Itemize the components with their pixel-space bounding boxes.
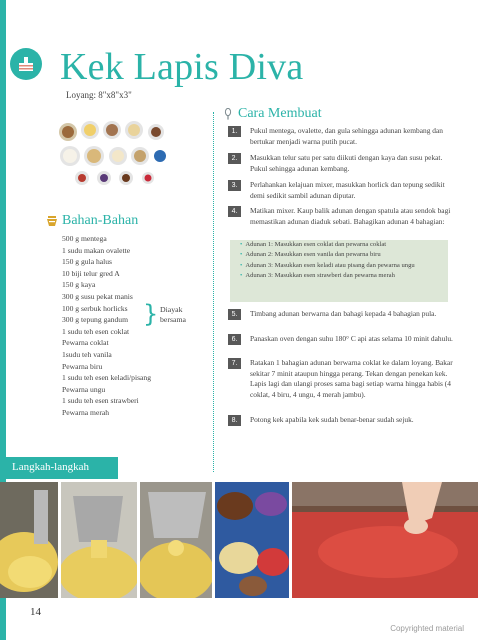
steps-section-band (0, 457, 118, 479)
method-step (228, 309, 454, 320)
bullet-icon: • (240, 241, 243, 248)
list-item: 1 sudu teh esen keladi/pisang (62, 373, 151, 383)
list-item: Pewarna ungu (62, 384, 106, 394)
dotted-divider (213, 112, 214, 472)
list-item: 1 sudu makan ovalette (62, 245, 131, 255)
step-text: Ratakan 1 bahagian adunan berwarna coklat ke dalam loyang. Bakar sekitar 7 minit ataupun hingga perang. Tekan dengan penekan kek. Lapis lagi dan ulangi proses sama bagi setiap warna hingga habis (4 coklat, 4 biru, 4 ungu, 4 merah jambu). (250, 358, 453, 399)
method-step (228, 206, 454, 227)
bullet-icon: • (240, 261, 243, 269)
step-text: Pukul mentega, ovalette, dan gula sehingga adunan kembang dan bertukar menjadi warna putih pucat. (250, 126, 443, 146)
copyright-notice: Copyrighted material (390, 624, 464, 633)
step-photo (61, 482, 137, 598)
step-photo (140, 482, 212, 598)
step-text: Panaskan oven dengan suhu 180° C api atas selama 10 minit dahulu. (250, 334, 453, 343)
list-item: 1 sudu teh esen coklat (62, 326, 130, 336)
step-text: Potong kek apabila kek sudah benar-benar sudah sejuk. (250, 415, 414, 424)
step-text: Perlahankan kelajuan mixer, masukkan horlick dan tepung sedikit demi sedikit sambil adunan diputar. (250, 180, 445, 200)
step-number: 2. (228, 153, 241, 164)
sift-note-line: Diayak (160, 305, 183, 314)
method-step (228, 126, 454, 147)
ingredients-photo (52, 118, 168, 190)
mixing-bowl-icon (46, 215, 58, 227)
portion-text: Adunan 3: Masukkan esen keladi atau pisang dan pewarna ungu (245, 261, 415, 269)
pan-size: Loyang: 8"x8"x3" (66, 90, 132, 100)
ingredients-heading-label: Bahan-Bahan (62, 213, 139, 228)
step-text: Masukkan telur satu per satu diikuti dengan kaya dan susu pekat. Pukul sehingga adunan kembang. (250, 153, 443, 173)
list-item (230, 240, 448, 250)
method-heading (222, 106, 322, 122)
step-number: 8. (228, 415, 241, 426)
method-step (228, 358, 454, 400)
page-title: Kek Lapis Diva (60, 46, 304, 88)
method-step (228, 415, 454, 426)
list-item: Pewarna biru (62, 361, 103, 371)
list-item: 150 g kaya (62, 280, 96, 290)
list-item: 300 g tepung gandum (62, 315, 129, 325)
bullet-icon: • (240, 272, 243, 280)
step-number: 1. (228, 126, 241, 137)
list-item: 150 g gula halus (62, 257, 112, 267)
steps-section-label: Langkah-langkah (12, 461, 89, 473)
step-number: 6. (228, 334, 241, 345)
list-item: 500 g mentega (62, 234, 107, 243)
step-photo (215, 482, 289, 598)
step-photo (292, 482, 478, 598)
list-item: 1sudu teh vanila (62, 349, 112, 359)
portion-text: Adunan 3: Masukkan esen strawberi dan pewarna merah (245, 272, 395, 280)
list-item (230, 261, 448, 271)
ingredients-list (62, 233, 212, 419)
list-item: 1 sudu teh esen strawberi (62, 396, 139, 406)
ingredients-heading (46, 213, 138, 229)
step-text: Matikan mixer. Kaup balik adunan dengan spatula atau sendok bagi memastikan adunan diaduk sebati. Bahagikan adunan 4 bahagian: (250, 206, 451, 226)
brace-icon: } (143, 300, 159, 328)
method-step (228, 153, 454, 174)
portion-text: Adunan 1: Masukkan esen coklat dan pewarna coklat (245, 241, 387, 248)
step-number: 7. (228, 358, 241, 369)
page-number: 14 (30, 606, 41, 618)
step-text: Timbang adunan berwarna dan bahagi kepada 4 bahagian pula. (250, 309, 437, 318)
method-heading-label: Cara Membuat (238, 106, 322, 121)
list-item (230, 271, 448, 281)
sift-note-line: bersama (160, 315, 186, 324)
list-item (230, 250, 448, 260)
step-photos-strip (0, 482, 478, 598)
list-item: Pewarna merah (62, 407, 110, 417)
list-item: 100 g serbuk horlicks (62, 303, 128, 313)
step-photo (0, 482, 58, 598)
step-number: 5. (228, 309, 241, 320)
list-item: Pewarna coklat (62, 338, 109, 348)
list-item: 300 g susu pekat manis (62, 291, 133, 301)
method-step (228, 180, 454, 201)
step-number: 4. (228, 206, 241, 217)
cake-badge-icon (10, 48, 42, 80)
bullet-icon: • (240, 251, 243, 259)
method-step (228, 334, 454, 345)
portion-box (230, 240, 448, 302)
portion-text: Adunan 2: Masukkan esen vanila dan pewarna biru (245, 251, 381, 259)
sift-note (160, 305, 186, 325)
step-number: 3. (228, 180, 241, 191)
whisk-icon (222, 108, 234, 120)
list-item: 10 biji telur gred A (62, 268, 120, 278)
